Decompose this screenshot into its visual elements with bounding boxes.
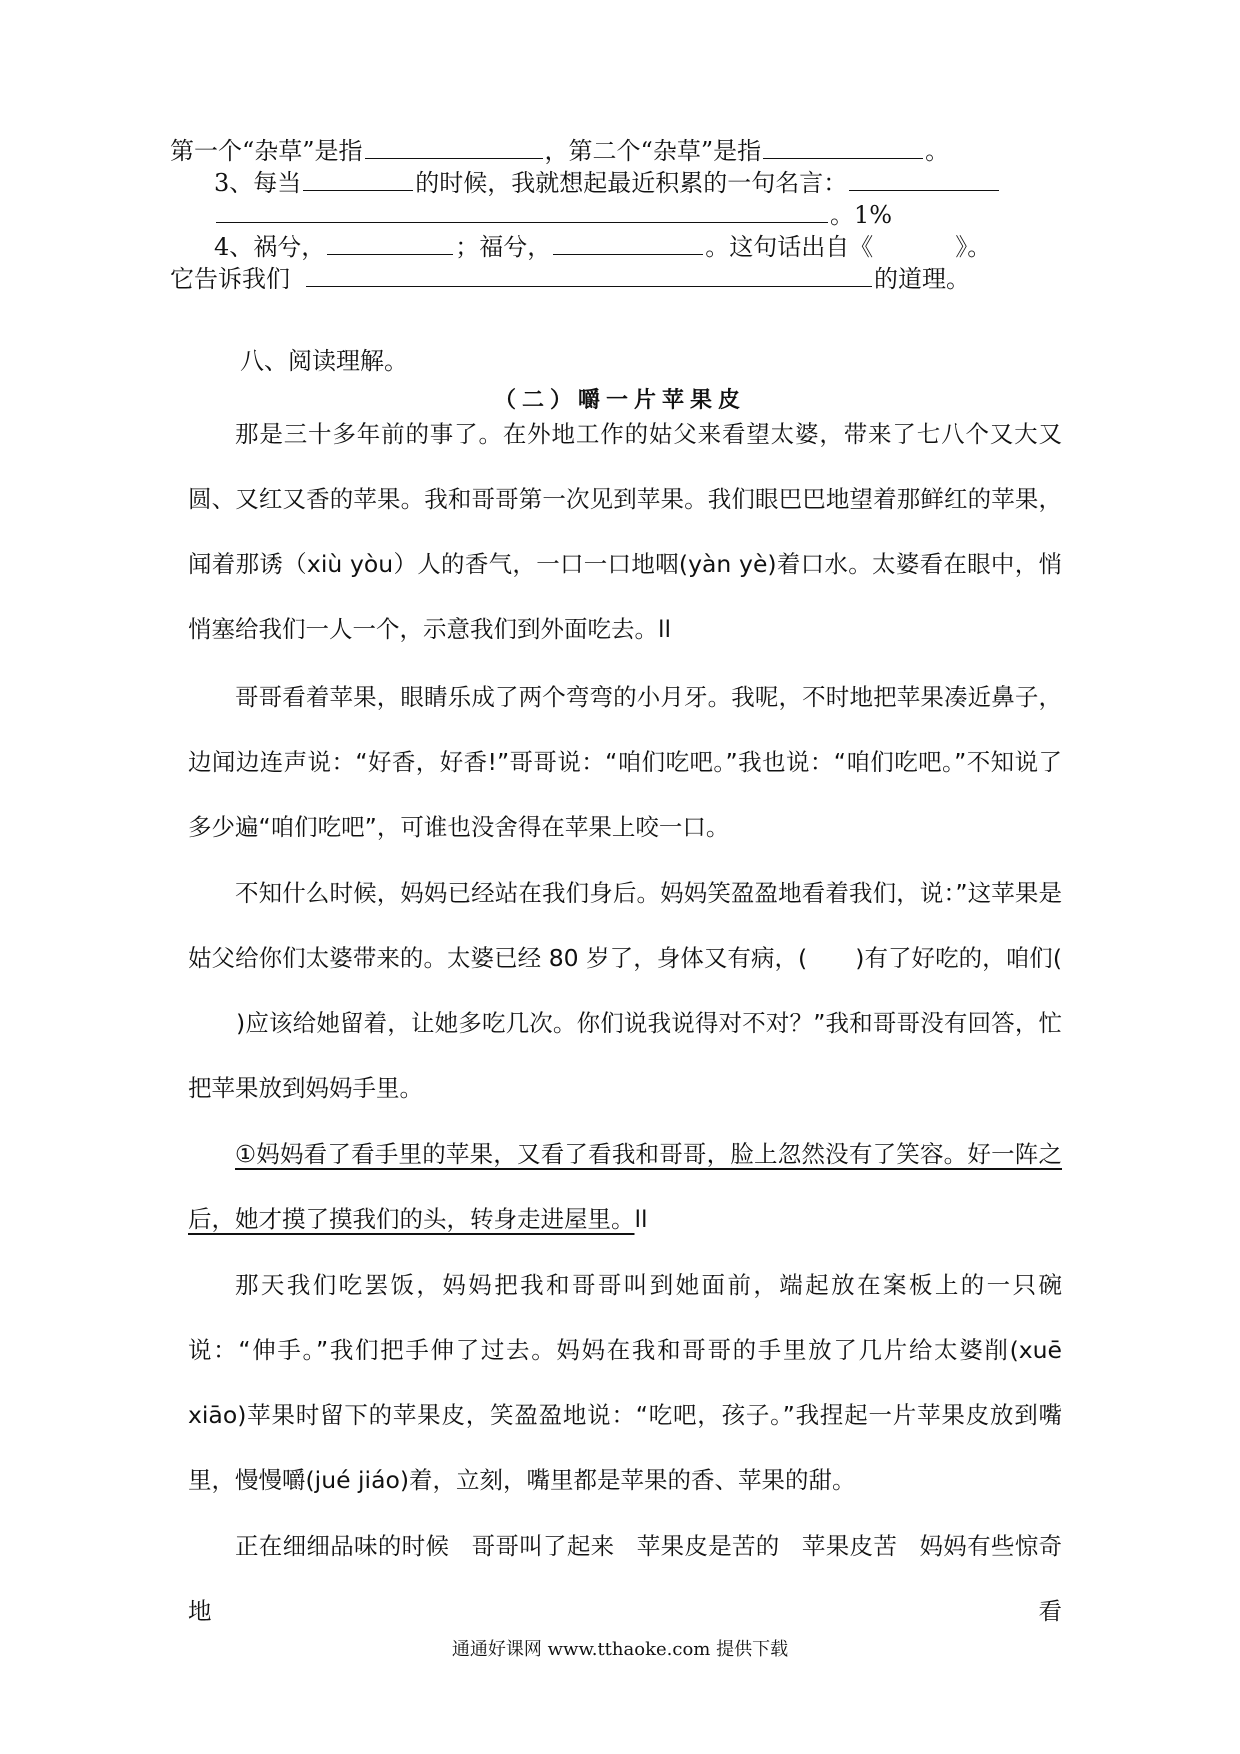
q4-blank-1[interactable] — [327, 230, 453, 255]
p6-seg-3: 苹果皮是苦的 — [636, 1532, 780, 1560]
q4-text-2: ；福兮， — [455, 233, 552, 261]
q2-text-2: ，第二个“杂草”是指 — [544, 137, 762, 165]
paragraph-2: 哥哥看着苹果，眼睛乐成了两个弯弯的小月牙。我呢，不时地把苹果凑近鼻子，边闻边连声说：“好香，好香!”哥哥说：“咱们吃吧。”我也说：“咱们吃吧。”不知说了多少遍“咱们吃吧”，可谁也没舍得在苹果上咬一口。 — [188, 683, 1062, 841]
question-3-line-1 — [214, 166, 1240, 199]
p3-text-a: 不知什么时候，妈妈已经站在我们身后。妈妈笑盈盈地看着我们，说：”这苹果是姑父给你们太婆带来的。太婆已经 80 岁了，身体又有病，( — [188, 879, 1062, 972]
paragraph-6 — [188, 1514, 1062, 1644]
question-4-line-2 — [170, 262, 1240, 295]
section-title: 八、阅读理解。 — [240, 347, 408, 375]
q3-text-1: 3、每当 — [214, 169, 302, 197]
q4-text-5: 它告诉我们 — [170, 265, 290, 293]
question-3-line-2 — [214, 198, 1240, 231]
question-2-line — [170, 134, 1240, 167]
q4-text-6: 的道理。 — [874, 265, 970, 293]
q2-text-3: 。 — [925, 137, 950, 165]
q4-blank-3[interactable] — [306, 262, 872, 287]
q2-blank-2[interactable] — [763, 134, 923, 159]
q3-blank-2[interactable] — [849, 166, 999, 191]
q4-text-3: 。这句话出自《 — [705, 233, 874, 261]
p3-text-b: )有了好吃的，咱们( — [855, 944, 1062, 972]
paragraph-3 — [188, 861, 1062, 1121]
paragraph-4 — [188, 1122, 1062, 1252]
paragraph-1: 那是三十多年前的事了。在外地工作的姑父来看望太婆，带来了七八个又大又圆、又红又香的苹果。我和哥哥第一次见到苹果。我们眼巴巴地望着那鲜红的苹果，闻着那诱（xiù yòu）人的香气，一口一口地咽(yàn yè)着口水。太婆看在眼中，悄悄塞给我们一人一个，示意我们到外面吃去。ll — [188, 420, 1062, 643]
p6-seg-4: 苹果皮苦 — [801, 1532, 898, 1560]
page-footer: 通通好课网 www.tthaoke.com 提供下载 — [451, 1639, 789, 1660]
q4-text-1: 4、祸兮， — [214, 233, 326, 261]
q3-blank-1[interactable] — [303, 166, 413, 191]
p4-underlined-sentence: ①妈妈看了看手里的苹果，又看了看我和哥哥，脸上忽然没有了笑容。好一阵之后，她才摸了摸我们的头，转身走进屋里。 — [188, 1140, 1062, 1233]
question-4-line-1 — [214, 230, 1240, 263]
p3-text-c: )应该给她留着，让她多吃几次。你们说我说得对不对？”我和哥哥没有回答，忙把苹果放到妈妈手里。 — [188, 1009, 1062, 1102]
q3-blank-3[interactable] — [216, 198, 828, 223]
paragraph-5: 那天我们吃罢饭，妈妈把我和哥哥叫到她面前，端起放在案板上的一只碗说：“伸手。”我们把手伸了过去。妈妈在我和哥哥的手里放了几片给太婆削(xuē xiāo)苹果时留下的苹果皮，笑盈盈地说：“吃吧，孩子。”我捏起一片苹果皮放到嘴里，慢慢嚼(jué jiáo)着，立刻，嘴里都是苹果的香、苹果的甜。 — [188, 1271, 1062, 1494]
p6-seg-1: 正在细细品味的时候 — [235, 1532, 450, 1560]
q3-line-end: 。1% — [830, 201, 893, 229]
p6-seg-5: 妈妈有些惊奇地看 — [188, 1532, 1063, 1625]
story-title: （二）嚼一片苹果皮 — [493, 387, 746, 413]
q3-text-2: 的时候，我就想起最近积累的一句名言： — [415, 169, 848, 197]
p6-seg-2: 哥哥叫了起来 — [471, 1532, 615, 1560]
q2-text-1: 第一个“杂草”是指 — [170, 137, 363, 165]
q4-text-4: 》。 — [955, 233, 992, 261]
q4-blank-2[interactable] — [553, 230, 703, 255]
q2-blank-1[interactable] — [365, 134, 543, 159]
p4-tail: ll — [634, 1205, 648, 1233]
